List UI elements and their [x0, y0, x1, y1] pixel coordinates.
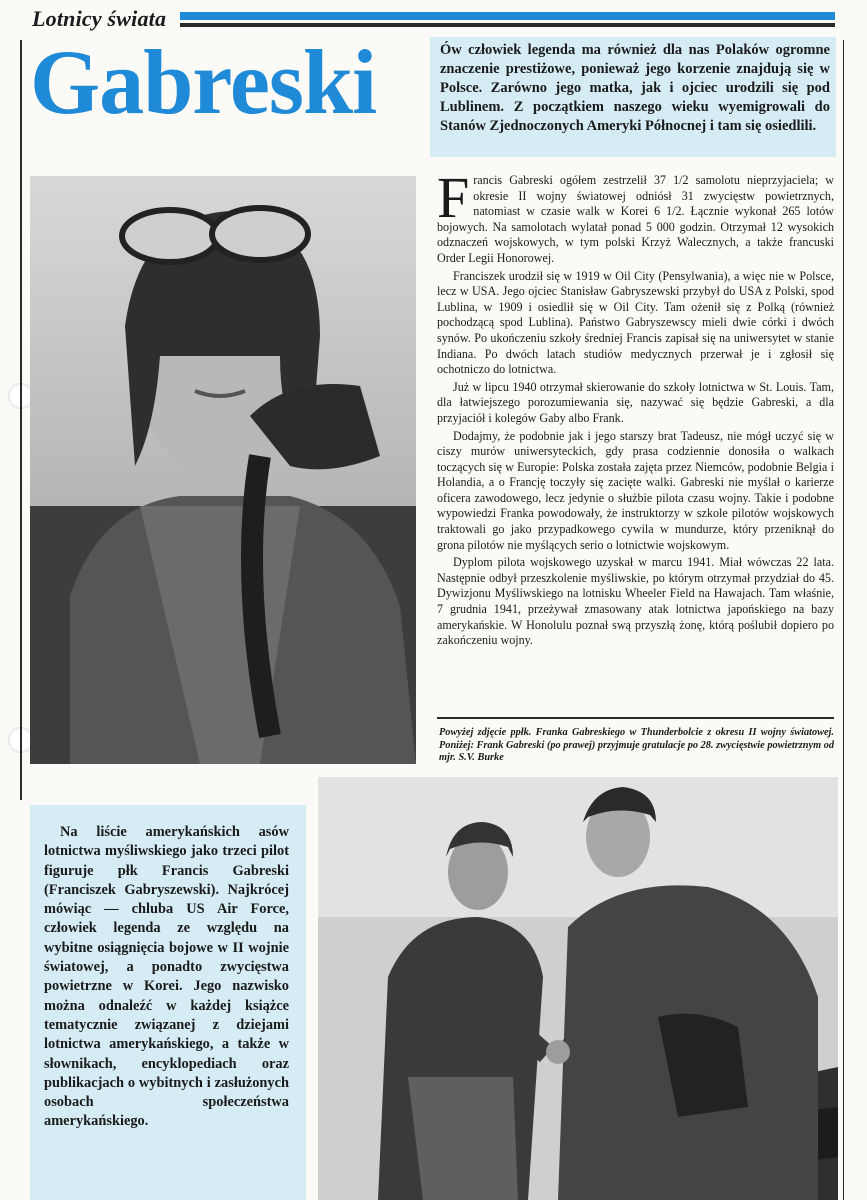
header-accent-bar — [180, 12, 835, 20]
header-rule — [180, 23, 835, 27]
right-page-rule — [843, 40, 844, 1200]
series-label: Lotnicy świata — [32, 6, 167, 31]
intro-box — [430, 37, 836, 157]
photo-caption: Powyżej zdjęcie ppłk. Franka Gabreskiego w Thunderbolcie z okresu II wojny światowej. Poniżej: Frank Gabreski (po prawej) przyjmuje gratulacje po 28. zwycięstwie powietrznym od mjr. S.V. Burke — [439, 727, 834, 764]
intro-text: Ów człowiek legenda ma również dla nas Polaków ogromne znaczenie prestiżowe, ponieważ jego korzenie znajdują się w Polsce. Zarówno jego matka, jak i ojciec urodzili się pod Lublinem. Z początkiem naszego wieku wyemigrowali do Stanów Zjednoczonych Ameryki Północnej i tam się osiedlili. — [440, 42, 830, 134]
article-title: Gabreski — [30, 31, 377, 133]
left-column-rule — [20, 40, 22, 800]
article-paragraph: Dodajmy, że podobnie jak i jego starszy brat Tadeusz, nie mógł uczyć się w ciszy murów uniwersyteckich, gdy prasa codziennie donosiła o walkach toczących się w Europie: Polska została zajęta przez Niemców, podobnie Belgia i Holandia, a o Francję toczyły się zacięte walki. Gabreski nie myślał o karierze oficera zawodowego, lecz jedynie o służbie pilota czasu wojny. Takie i podobne wypowiedzi Franka powodowały, że instruktorzy w szkole pilotów wojskowych traktowali go jako przypadkowego cywila w mundurze, który przeniknął do grona pilotów nie myślących serio o lotnictwie wojskowym. — [437, 428, 834, 552]
portrait-photo — [30, 176, 416, 764]
article-body — [437, 165, 834, 651]
article-paragraph: Już w lipcu 1940 otrzymał skierowanie do szkoły lotnictwa w St. Louis. Tam, dla łatwiejszego porozumiewania się, nazywać się będzie Gabreski, a dla przyjaciół i kolegów Gaby albo Frank. — [437, 379, 834, 425]
article-paragraph: Francis Gabreski ogółem zestrzelił 37 1/2 samolotu nieprzyjaciela; w okresie II wojny światowej odniósł 31 zwycięstw powietrznych, natomiast w czasie walk w Korei 6 1/2. Łącznie wykonał 265 lotów bojowych. Na samolotach wylatał ponad 5 000 godzin. Otrzymał 12 wysokich odznaczeń wojskowych, w tym polski Krzyż Walecznych, a także francuski Order Legii Honorowej. — [437, 165, 834, 265]
drop-cap: F — [437, 165, 470, 230]
article-paragraph: Dyplom pilota wojskowego uzyskał w marcu 1941. Miał wówczas 22 lata. Następnie odbył przeszkolenie myśliwskie, po którym otrzymał przydział do 45. Dywizjonu Myśliwskiego na lotnisku Wheeler Field na Hawajach. Tam właśnie, 7 grudnia 1941, przeżywał zmasowany atak lotnictwa japońskiego na bazy amerykańskie. W Honolulu poznał swą przyszłą żonę, którą poślubił dopiero po zakończeniu wojny. — [437, 555, 834, 648]
portrait-illustration — [30, 176, 416, 764]
handshake-photo — [318, 777, 838, 1200]
handshake-illustration — [318, 777, 838, 1200]
caption-rule — [437, 717, 834, 719]
article-paragraph: Franciszek urodził się w 1919 w Oil City (Pensylwania), a więc nie w Polsce, lecz w USA. Jego ojciec Stanisław Gabryszewski przybył do USA z Polski, spod Lublina, w 1909 i osiedlił się w Oil City. Tam ożenił się z Polką (również pochodzącą spod Lublina). Państwo Gabryszewscy mieli dwie córki i dwóch synów. Po ukończeniu szkoły średniej Francis zapisał się na uniwersytet w stanie Indiana. Po dwóch latach studiów medycznych przerwał je i zgłosił się ochotniczo do lotnictwa. — [437, 268, 834, 377]
aside-text: Na liście amerykańskich asów lotnictwa myśliwskiego jako trzeci pilot figuruje płk Francis Gabreski (Franciszek Gabryszewski). Najkrócej mówiąc — chluba US Air Force, człowiek legenda ze względu na wybitne osiągnięcia bojowe w II wojnie światowej, a ponadto zwycięstwa powietrzne w Korei. Jego nazwisko można odnaleźć w każdej książce tematycznie związanej z dziejami lotnictwa amerykańskiego, a także w słownikach, encyklopediach oraz publikacjach o wybitnych i zasłużonych osobach społeczeństwa amerykańskiego. — [44, 824, 289, 1130]
